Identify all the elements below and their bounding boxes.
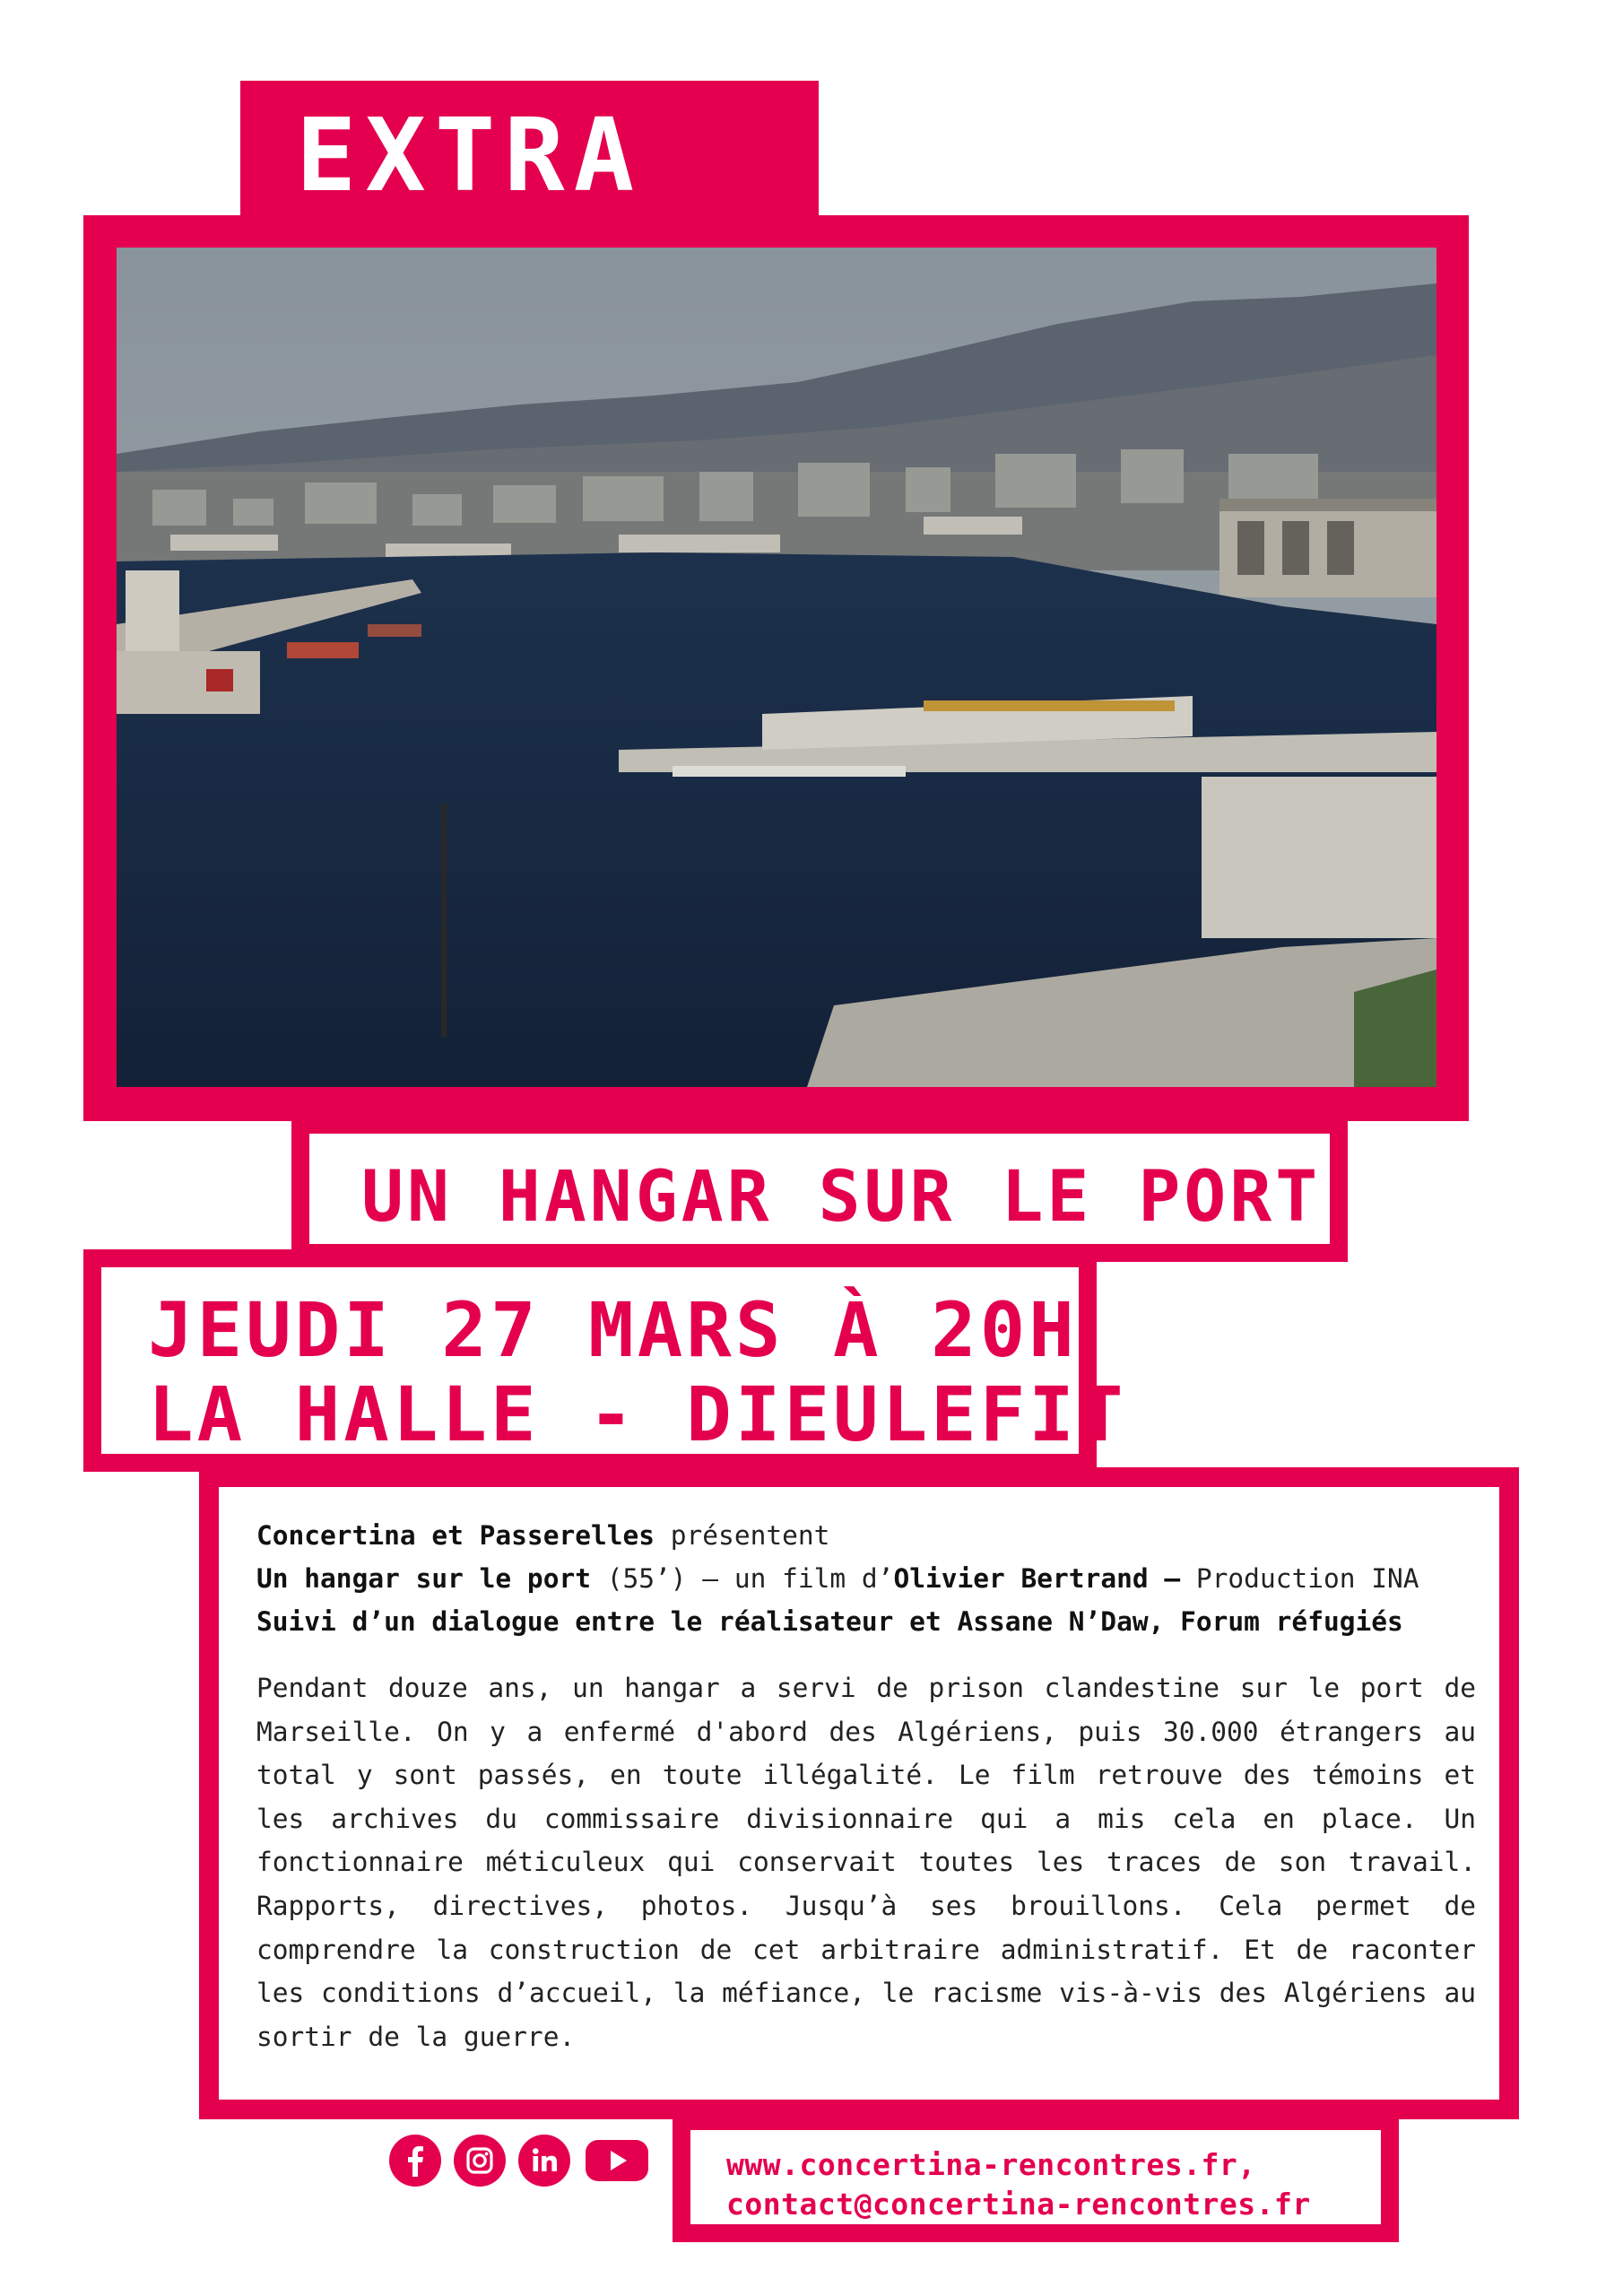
synopsis: Pendant douze ans, un hangar a servi de prison clandestine sur le port de Marseille. On y a enfermé d'abord des Algériens, puis 30.000 étrangers au total y sont passés, en toute illégalité. Le film retrouve des témoins et les archives du commissaire divisionnaire qui a mis cela en place. Un fonctionnaire méticuleux qui conservait toutes les traces de son travail. Rapports, directives, photos. Jusqu’à ses brouillons. Cela permet de comprendre la construction de cet arbitraire administratif. Et de raconter les conditions d’accueil, la méfiance, le racisme vis-à-vis des Algériens au sortir de la guerre. <box>256 1673 1476 2052</box>
event-details-box <box>83 1249 1127 1472</box>
film-title-box <box>291 1116 1348 1262</box>
event-tag <box>240 81 819 224</box>
social-links <box>389 2135 658 2190</box>
website-link[interactable]: www.concertina-rencontres.fr, <box>726 2147 1256 2182</box>
event-tag-label: EXTRA <box>296 98 644 214</box>
linkedin-icon[interactable] <box>518 2135 570 2187</box>
credits-line-dialogue: Suivi d’un dialogue entre le réalisateur et Assane N’Daw, Forum réfugiés <box>256 1606 1403 1637</box>
event-venue: LA HALLE - DIEULEFIT <box>148 1370 1127 1458</box>
photo-frame <box>83 215 1469 1121</box>
port-photo <box>117 248 1436 1087</box>
contact-box <box>673 2112 1399 2242</box>
port-photo-image <box>117 248 1436 1087</box>
youtube-icon[interactable] <box>585 2135 649 2187</box>
film-title: UN HANGAR SUR LE PORT <box>361 1157 1322 1238</box>
event-date: JEUDI 27 MARS À 20H <box>148 1286 1078 1374</box>
credits-line-presenters: Concertina et Passerelles présentent <box>256 1520 830 1551</box>
description-box <box>199 1467 1519 2119</box>
description-content <box>256 1514 1476 2058</box>
instagram-icon[interactable] <box>454 2135 506 2187</box>
email-link[interactable]: contact@concertina-rencontres.fr <box>726 2187 1311 2222</box>
facebook-icon[interactable] <box>389 2135 441 2187</box>
credits-line-film: Un hangar sur le port (55’) – un film d’Olivier Bertrand – Production INA <box>256 1563 1419 1594</box>
